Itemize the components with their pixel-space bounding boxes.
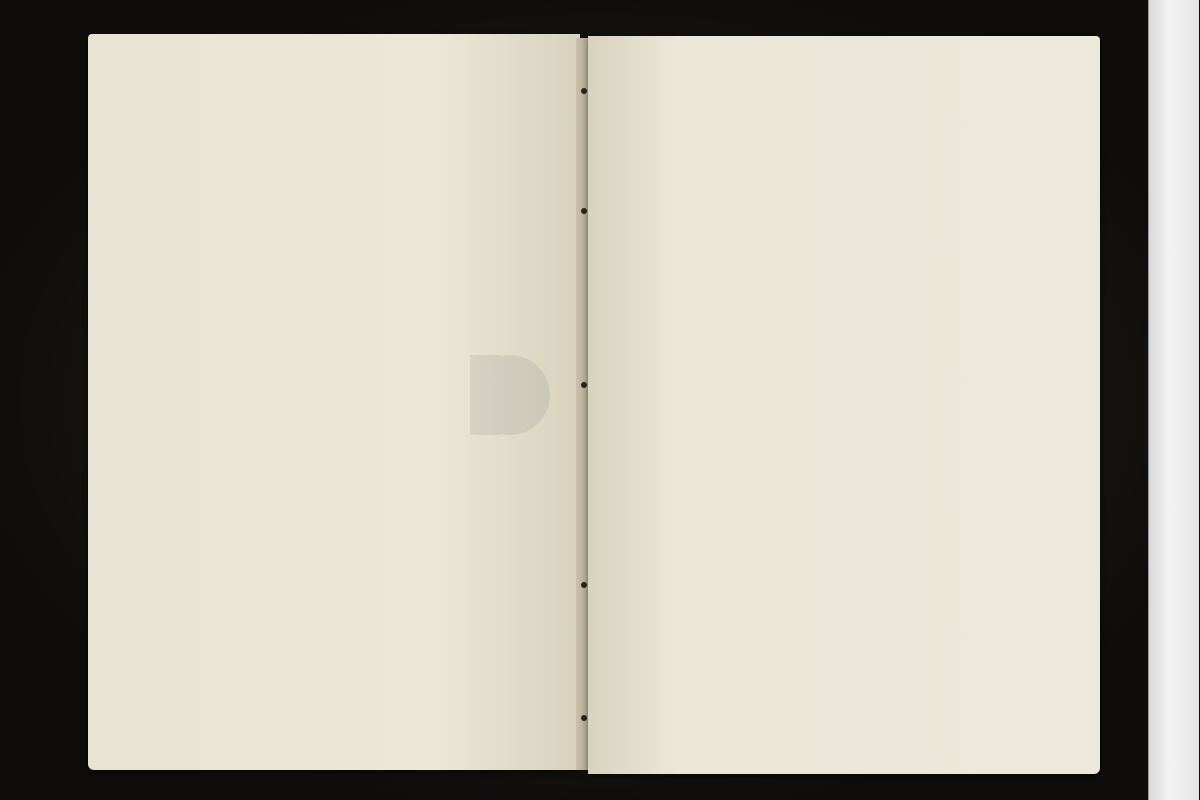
binding-stitch xyxy=(581,88,587,94)
binding-stitch xyxy=(581,382,587,388)
binding-stitch xyxy=(581,582,587,588)
measurement-ruler xyxy=(1148,0,1199,800)
library-logo-watermark xyxy=(450,345,570,445)
open-book xyxy=(82,30,1104,778)
binding-stitch xyxy=(581,208,587,214)
binding-stitch xyxy=(581,715,587,721)
right-page xyxy=(588,36,1100,774)
